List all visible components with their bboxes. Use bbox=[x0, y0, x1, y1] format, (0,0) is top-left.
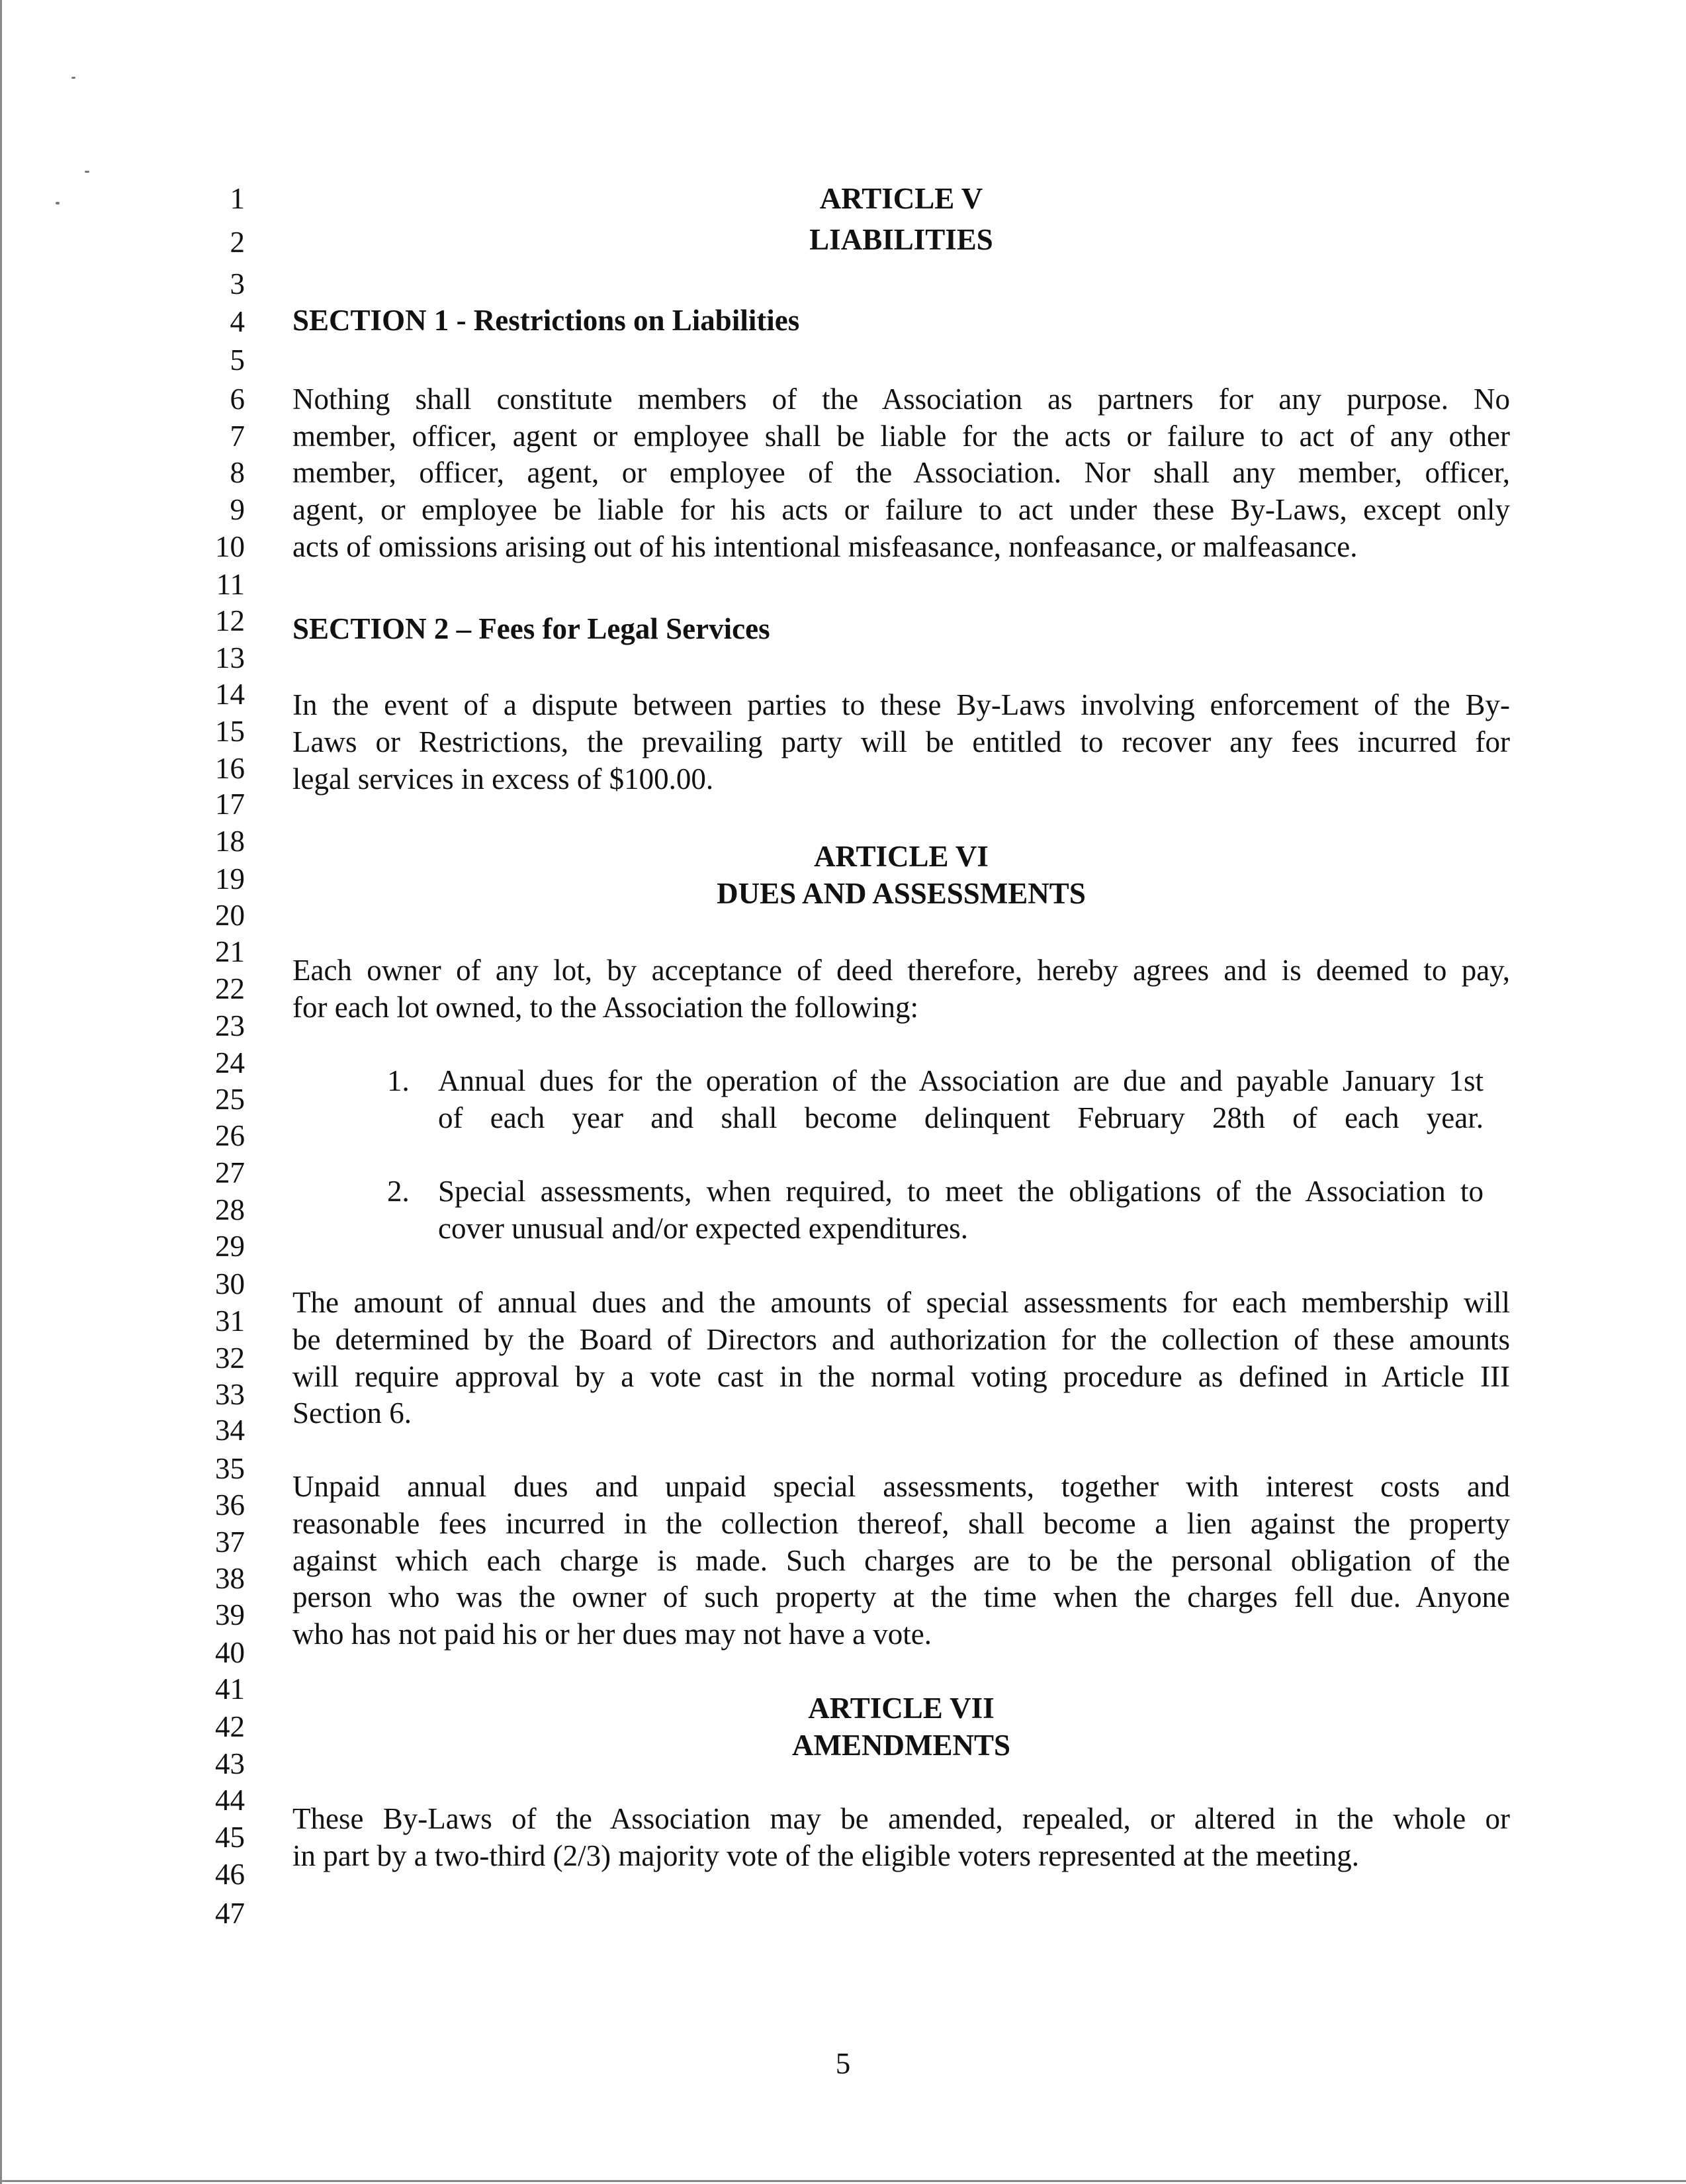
line-number: 22 bbox=[215, 972, 245, 1005]
section-1-line: member, officer, agent, or employee of the Association. Nor shall any member, officer, bbox=[292, 456, 1510, 489]
line-number: 30 bbox=[215, 1267, 245, 1300]
line-number: 40 bbox=[215, 1636, 245, 1669]
article-vi-intro-line: Each owner of any lot, by acceptance of deed therefore, hereby agrees and is deemed to pay, bbox=[292, 954, 1510, 987]
article-vii-subtitle: AMENDMENTS bbox=[791, 1729, 1010, 1762]
line-number: 14 bbox=[215, 678, 245, 711]
article-vii-title: ARTICLE VII bbox=[808, 1692, 995, 1725]
line-number: 21 bbox=[215, 935, 245, 968]
line-number: 42 bbox=[215, 1710, 245, 1743]
line-number: 47 bbox=[215, 1897, 245, 1930]
line-number: 26 bbox=[215, 1119, 245, 1152]
section-1-line: acts of omissions arising out of his intentional misfeasance, nonfeasance, or malfeasance. bbox=[292, 530, 1358, 563]
line-number: 29 bbox=[215, 1230, 245, 1263]
article-vi-title: ARTICLE VI bbox=[814, 840, 989, 873]
line-number: 10 bbox=[215, 530, 245, 563]
scan-speck bbox=[71, 77, 75, 79]
line-number: 15 bbox=[215, 715, 245, 748]
article-v-subtitle: LIABILITIES bbox=[809, 223, 993, 256]
line-number: 34 bbox=[215, 1414, 245, 1447]
line-number: 24 bbox=[215, 1046, 245, 1079]
line-number: 12 bbox=[215, 604, 245, 637]
list-item-line: cover unusual and/or expected expenditures. bbox=[438, 1212, 968, 1245]
line-number: 11 bbox=[216, 568, 245, 601]
article-vii-line: These By-Laws of the Association may be amended, repealed, or altered in the whole or bbox=[292, 1802, 1510, 1835]
scan-edge-bottom bbox=[0, 2180, 1686, 2182]
line-number: 3 bbox=[230, 267, 245, 300]
line-number: 4 bbox=[230, 305, 245, 338]
line-number: 36 bbox=[215, 1488, 245, 1522]
article-vi-para-line: reasonable fees incurred in the collection thereof, shall become a lien against the property bbox=[292, 1507, 1510, 1540]
article-v-title: ARTICLE V bbox=[819, 182, 983, 215]
line-number: 6 bbox=[230, 383, 245, 416]
article-vi-intro-line: for each lot owned, to the Association the following: bbox=[292, 991, 919, 1024]
line-number: 20 bbox=[215, 899, 245, 932]
list-item-line: Special assessments, when required, to meet the obligations of the Association to bbox=[438, 1175, 1484, 1208]
line-number: 19 bbox=[215, 862, 245, 895]
line-number: 44 bbox=[215, 1784, 245, 1817]
line-number: 9 bbox=[230, 493, 245, 526]
section-1-heading: SECTION 1 - Restrictions on Liabilities bbox=[292, 304, 800, 337]
line-number: 23 bbox=[215, 1009, 245, 1042]
scan-speck bbox=[56, 202, 60, 205]
section-1-line: member, officer, agent or employee shall be liable for the acts or failure to act of any other bbox=[292, 420, 1510, 453]
section-2-line: In the event of a dispute between parties to these By-Laws involving enforcement of the By- bbox=[292, 688, 1510, 721]
list-item-number: 2. bbox=[387, 1175, 410, 1208]
line-number: 35 bbox=[215, 1452, 245, 1485]
line-number: 2 bbox=[230, 226, 245, 259]
line-number: 46 bbox=[215, 1858, 245, 1891]
article-vi-para-line: Unpaid annual dues and unpaid special assessments, together with interest costs and bbox=[292, 1470, 1510, 1503]
line-number: 31 bbox=[215, 1304, 245, 1338]
line-number: 18 bbox=[215, 825, 245, 858]
line-number: 17 bbox=[215, 788, 245, 821]
article-vi-para-line: be determined by the Board of Directors and authorization for the collection of these amounts bbox=[292, 1323, 1510, 1356]
line-number: 28 bbox=[215, 1193, 245, 1226]
line-number: 16 bbox=[215, 752, 245, 785]
line-number: 27 bbox=[215, 1156, 245, 1189]
list-item-line: Annual dues for the operation of the Association are due and payable January 1st bbox=[438, 1064, 1484, 1097]
scan-edge-left bbox=[0, 0, 2, 2184]
article-vi-para-line: will require approval by a vote cast in the normal voting procedure as defined in Article III bbox=[292, 1360, 1510, 1393]
article-vi-para-line: The amount of annual dues and the amounts of special assessments for each membership will bbox=[292, 1286, 1510, 1319]
section-1-line: Nothing shall constitute members of the Association as partners for any purpose. No bbox=[292, 383, 1510, 416]
line-number: 8 bbox=[230, 456, 245, 489]
line-number: 25 bbox=[215, 1083, 245, 1116]
section-2-heading: SECTION 2 – Fees for Legal Services bbox=[292, 612, 770, 645]
line-number: 5 bbox=[230, 343, 245, 377]
line-number: 38 bbox=[215, 1562, 245, 1595]
page-number: 5 bbox=[835, 2047, 851, 2080]
list-item-line: of each year and shall become delinquent February 28th of each year. bbox=[438, 1101, 1484, 1134]
article-vi-para-line: person who was the owner of such property at the time when the charges fell due. Anyone bbox=[292, 1580, 1510, 1614]
section-2-line: legal services in excess of $100.00. bbox=[292, 762, 714, 796]
scan-speck bbox=[85, 171, 89, 173]
line-number: 1 bbox=[230, 182, 245, 215]
line-number: 43 bbox=[215, 1747, 245, 1780]
article-vi-para-line: against which each charge is made. Such charges are to be the personal obligation of the bbox=[292, 1544, 1510, 1577]
line-number: 33 bbox=[215, 1378, 245, 1411]
line-number: 39 bbox=[215, 1598, 245, 1631]
line-number: 32 bbox=[215, 1342, 245, 1375]
line-number: 41 bbox=[215, 1672, 245, 1706]
list-item-number: 1. bbox=[387, 1064, 410, 1097]
article-vi-para-line: Section 6. bbox=[292, 1396, 412, 1430]
article-vii-line: in part by a two-third (2/3) majority vote of the eligible voters represented at the meeting. bbox=[292, 1839, 1360, 1872]
line-number: 37 bbox=[215, 1525, 245, 1559]
section-2-line: Laws or Restrictions, the prevailing party will be entitled to recover any fees incurred for bbox=[292, 725, 1510, 758]
article-vi-subtitle: DUES AND ASSESSMENTS bbox=[717, 877, 1086, 910]
line-number: 45 bbox=[215, 1821, 245, 1854]
line-number: 7 bbox=[230, 420, 245, 453]
article-vi-para-line: who has not paid his or her dues may not have a vote. bbox=[292, 1617, 932, 1651]
section-1-line: agent, or employee be liable for his acts or failure to act under these By-Laws, except only bbox=[292, 493, 1510, 526]
line-number: 13 bbox=[215, 641, 245, 674]
